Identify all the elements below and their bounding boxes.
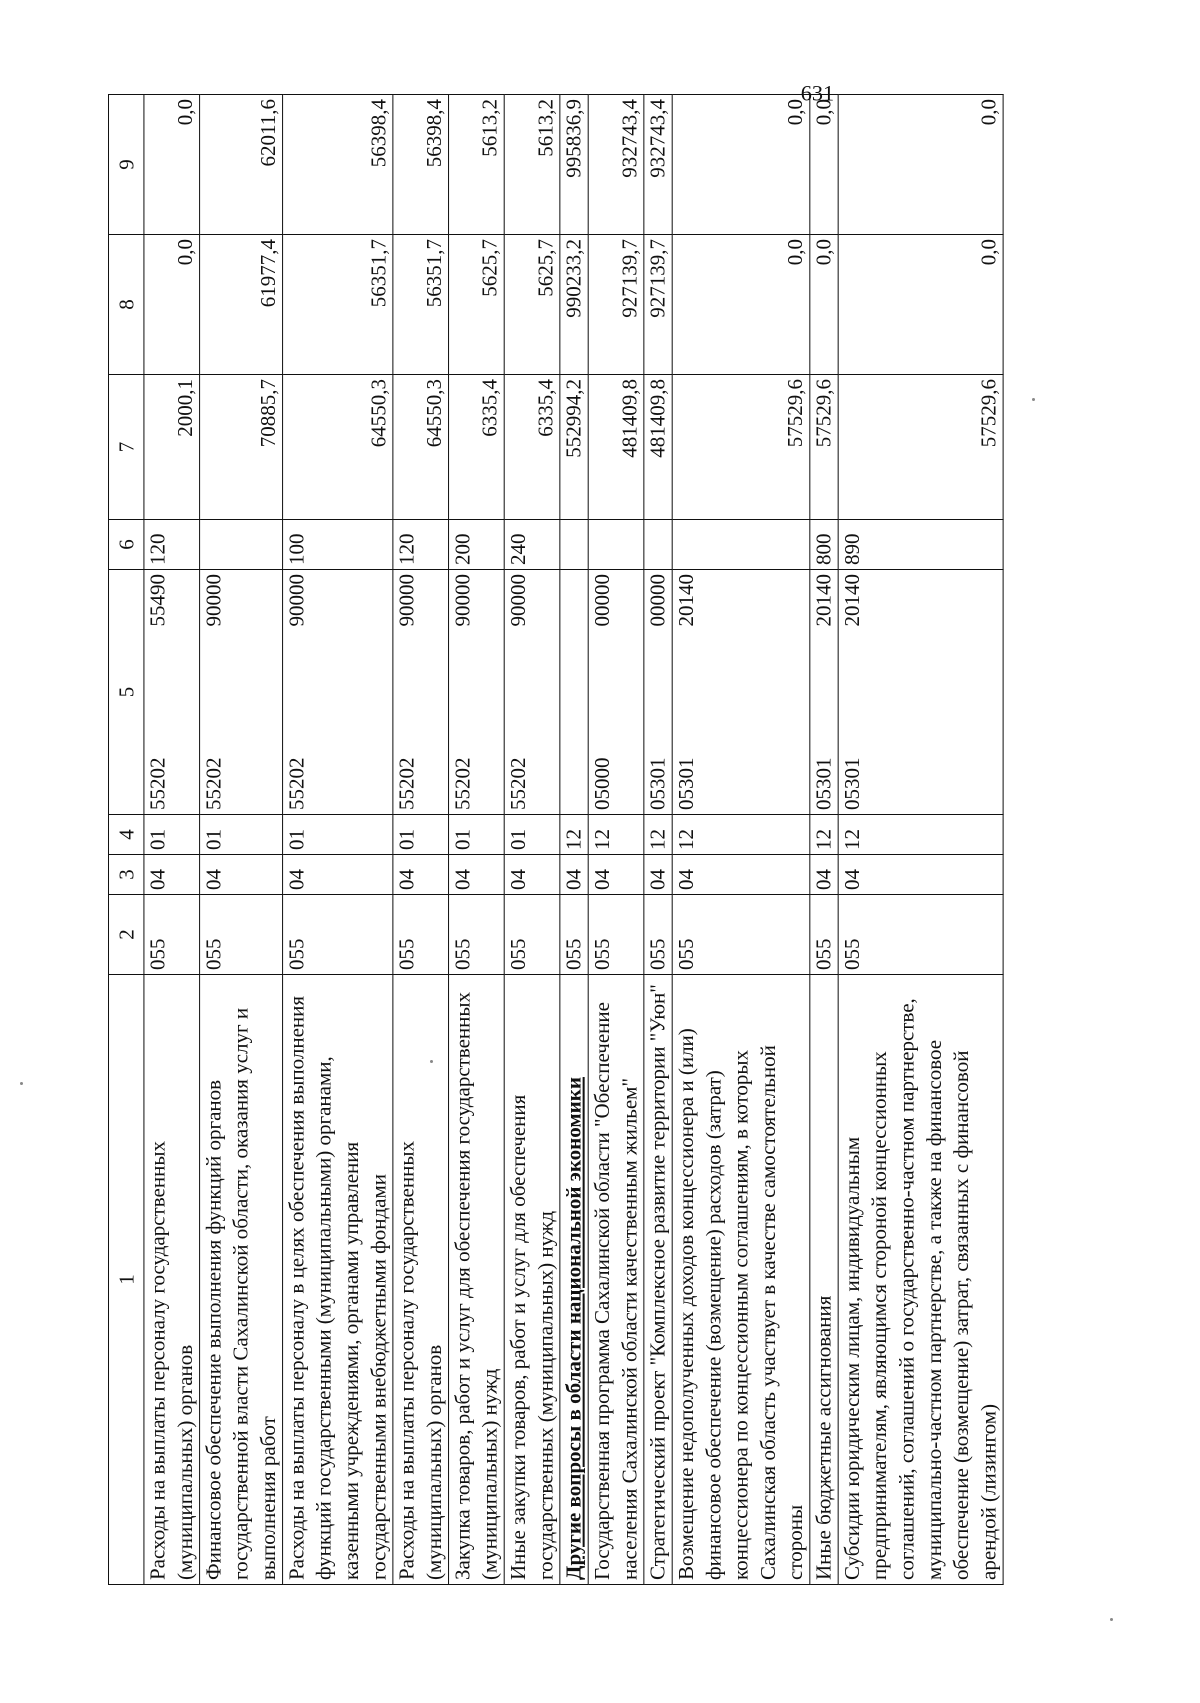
row-name: Иные бюджетные ассигнования: [810, 975, 838, 1585]
target-item-code: [449, 570, 505, 815]
subsection-code: 12: [838, 815, 1003, 855]
direction-code: 00000: [589, 574, 614, 627]
table-row: [144, 95, 200, 1585]
amount-col-9: 56398,4: [283, 95, 393, 235]
table-row: [200, 95, 283, 1585]
amount-col-7: 6335,4: [449, 375, 505, 520]
ministry-code: 055: [504, 895, 560, 975]
amount-col-7: 6335,4: [504, 375, 560, 520]
column-header: 3: [109, 855, 144, 895]
subsection-code: 01: [504, 815, 560, 855]
direction-code: 90000: [394, 574, 419, 627]
amount-col-8: 61977,4: [200, 235, 283, 375]
table-row: [283, 95, 393, 1585]
amount-col-9: 5613,2: [504, 95, 560, 235]
section-code: 04: [644, 855, 672, 895]
ministry-code: 055: [810, 895, 838, 975]
target-item-code: [200, 570, 283, 815]
expense-type-code: 890: [838, 520, 1003, 570]
amount-col-8: 0,0: [838, 235, 1003, 375]
amount-col-7: 552994,2: [560, 375, 588, 520]
section-code: 04: [810, 855, 838, 895]
budget-table: [108, 94, 1004, 1585]
ministry-code: 055: [672, 895, 810, 975]
scan-speck: [1110, 1618, 1113, 1621]
amount-col-8: 0,0: [144, 235, 200, 375]
amount-col-7: 57529,6: [838, 375, 1003, 520]
table-row: [838, 95, 1003, 1585]
ministry-code: 055: [283, 895, 393, 975]
amount-col-8: 56351,7: [283, 235, 393, 375]
table-header-row: [109, 95, 144, 1585]
row-name: Расходы на выплаты персоналу государственных (муниципальных) органов: [393, 975, 449, 1585]
target-item-code: [810, 570, 838, 815]
expense-type-code: 240: [504, 520, 560, 570]
table-row: [644, 95, 672, 1585]
ministry-code: 055: [838, 895, 1003, 975]
ministry-code: 055: [588, 895, 644, 975]
target-item-code: [672, 570, 810, 815]
amount-col-8: 927139,7: [644, 235, 672, 375]
table-row: [672, 95, 810, 1585]
amount-col-9: 56398,4: [393, 95, 449, 235]
row-name: Субсидии юридическим лицам, индивидуальным предпринимателям, являющимся стороной концессионных соглашений, соглашений о государственно-частном партнерстве, муниципально-частном партнерстве, а также на финансовое обеспечение (возмещение) затрат, связанных с финансовой арендой (лизингом): [838, 975, 1003, 1585]
section-code: 04: [449, 855, 505, 895]
target-item-code: [504, 570, 560, 815]
column-header: 7: [109, 375, 144, 520]
row-name: Расходы на выплаты персоналу в целях обеспечения выполнения функций государственными (муниципальными) органами, казенными учреждениями, органами управления государственными внебюджетными фондами: [283, 975, 393, 1585]
program-code: 05301: [673, 757, 698, 810]
subsection-code: 12: [560, 815, 588, 855]
amount-col-9: 5613,2: [449, 95, 505, 235]
amount-col-9: 0,0: [838, 95, 1003, 235]
section-code: 04: [838, 855, 1003, 895]
rotated-page-content: [108, 80, 1120, 1585]
program-code: 05301: [811, 757, 836, 810]
target-item-code: [144, 570, 200, 815]
expense-type-code: 120: [144, 520, 200, 570]
program-code: 55202: [450, 757, 475, 810]
row-name: Финансовое обеспечение выполнения функций органов государственной власти Сахалинской области, оказания услуг и выполнения работ: [200, 975, 283, 1585]
table-row: [560, 95, 588, 1585]
target-item-code: [283, 570, 393, 815]
expense-type-code: [200, 520, 283, 570]
column-header: 8: [109, 235, 144, 375]
ministry-code: 055: [144, 895, 200, 975]
section-code: 04: [144, 855, 200, 895]
expense-type-code: [672, 520, 810, 570]
direction-code: 90000: [450, 574, 475, 627]
target-item-code: [393, 570, 449, 815]
row-name: Стратегический проект "Комплексное развитие территории "Уюн": [644, 975, 672, 1585]
direction-code: 20140: [811, 574, 836, 627]
amount-col-9: 0,0: [672, 95, 810, 235]
subsection-code: 01: [449, 815, 505, 855]
expense-type-code: 200: [449, 520, 505, 570]
row-name: Возмещение недополученных доходов концессионера и (или) финансовое обеспечение (возмещение) расходов (затрат) концессионера по концессионным соглашениям, в которых Сахалинская область участвует в качестве самостоятельной стороны: [672, 975, 810, 1585]
ministry-code: 055: [449, 895, 505, 975]
amount-col-7: 481409,8: [588, 375, 644, 520]
program-code: 55202: [284, 757, 309, 810]
target-item-code: [588, 570, 644, 815]
amount-col-8: 5625,7: [449, 235, 505, 375]
program-code: 05301: [645, 757, 670, 810]
amount-col-7: 64550,3: [393, 375, 449, 520]
expense-type-code: 120: [393, 520, 449, 570]
program-code: 55202: [145, 757, 170, 810]
row-name: Государственная программа Сахалинской области "Обеспечение населения Сахалинской области качественным жильем": [588, 975, 644, 1585]
amount-col-8: 927139,7: [588, 235, 644, 375]
program-code: 55202: [201, 757, 226, 810]
target-item-code: [644, 570, 672, 815]
column-header: 1: [109, 975, 144, 1585]
scan-speck: [430, 1060, 433, 1063]
expense-type-code: 800: [810, 520, 838, 570]
direction-code: 20140: [673, 574, 698, 627]
subsection-code: 12: [672, 815, 810, 855]
direction-code: 20140: [839, 574, 864, 627]
section-code: 04: [504, 855, 560, 895]
column-header: 9: [109, 95, 144, 235]
subsection-code: 01: [200, 815, 283, 855]
ministry-code: 055: [560, 895, 588, 975]
scan-speck: [1032, 398, 1035, 401]
program-code: 05301: [839, 757, 864, 810]
amount-col-9: 0,0: [144, 95, 200, 235]
subsection-code: 12: [810, 815, 838, 855]
amount-col-9: 932743,4: [644, 95, 672, 235]
subsection-code: 12: [644, 815, 672, 855]
subsection-code: 01: [283, 815, 393, 855]
program-code: 55202: [505, 757, 531, 810]
expense-type-code: [560, 520, 588, 570]
subsection-code: 01: [144, 815, 200, 855]
table-row: [449, 95, 505, 1585]
column-header: 4: [109, 815, 144, 855]
amount-col-7: 2000,1: [144, 375, 200, 520]
column-header: 5: [109, 570, 144, 815]
amount-col-9: 995836,9: [560, 95, 588, 235]
amount-col-8: 5625,7: [504, 235, 560, 375]
section-code: 04: [560, 855, 588, 895]
row-name: Расходы на выплаты персоналу государственных (муниципальных) органов: [144, 975, 200, 1585]
table-row: [588, 95, 644, 1585]
row-name: Иные закупки товаров, работ и услуг для обеспечения государственных (муниципальных) нужд: [504, 975, 560, 1585]
table-row: [504, 95, 560, 1585]
row-name: Другие вопросы в области национальной экономики: [560, 975, 588, 1585]
amount-col-7: 70885,7: [200, 375, 283, 520]
expense-type-code: 100: [283, 520, 393, 570]
ministry-code: 055: [644, 895, 672, 975]
section-code: 04: [393, 855, 449, 895]
amount-col-7: 481409,8: [644, 375, 672, 520]
target-item-code: [560, 570, 588, 815]
ministry-code: 055: [393, 895, 449, 975]
section-code: 04: [588, 855, 644, 895]
amount-col-9: 62011,6: [200, 95, 283, 235]
subsection-code: 12: [588, 815, 644, 855]
amount-col-9: 0,0: [810, 95, 838, 235]
table-row: [393, 95, 449, 1585]
amount-col-8: 0,0: [672, 235, 810, 375]
direction-code: 55490: [145, 574, 170, 627]
scan-speck: [20, 1082, 23, 1085]
expense-type-code: [588, 520, 644, 570]
subsection-code: 01: [393, 815, 449, 855]
amount-col-7: 57529,6: [672, 375, 810, 520]
amount-col-9: 932743,4: [588, 95, 644, 235]
column-header: 2: [109, 895, 144, 975]
section-code: 04: [283, 855, 393, 895]
program-code: 55202: [394, 757, 419, 810]
amount-col-8: 0,0: [810, 235, 838, 375]
amount-col-8: 990233,2: [560, 235, 588, 375]
expense-type-code: [644, 520, 672, 570]
section-code: 04: [200, 855, 283, 895]
column-header: 6: [109, 520, 144, 570]
ministry-code: 055: [200, 895, 283, 975]
amount-col-8: 56351,7: [393, 235, 449, 375]
table-row: [810, 95, 838, 1585]
direction-code: 90000: [201, 574, 226, 627]
direction-code: 90000: [505, 574, 531, 627]
row-name: Закупка товаров, работ и услуг для обеспечения государственных (муниципальных) нужд: [449, 975, 505, 1585]
program-code: 05000: [589, 757, 614, 810]
amount-col-7: 64550,3: [283, 375, 393, 520]
target-item-code: [838, 570, 1003, 815]
direction-code: 90000: [284, 574, 309, 627]
page-number: 631: [800, 80, 835, 106]
direction-code: 00000: [645, 574, 670, 627]
section-code: 04: [672, 855, 810, 895]
amount-col-7: 57529,6: [810, 375, 838, 520]
